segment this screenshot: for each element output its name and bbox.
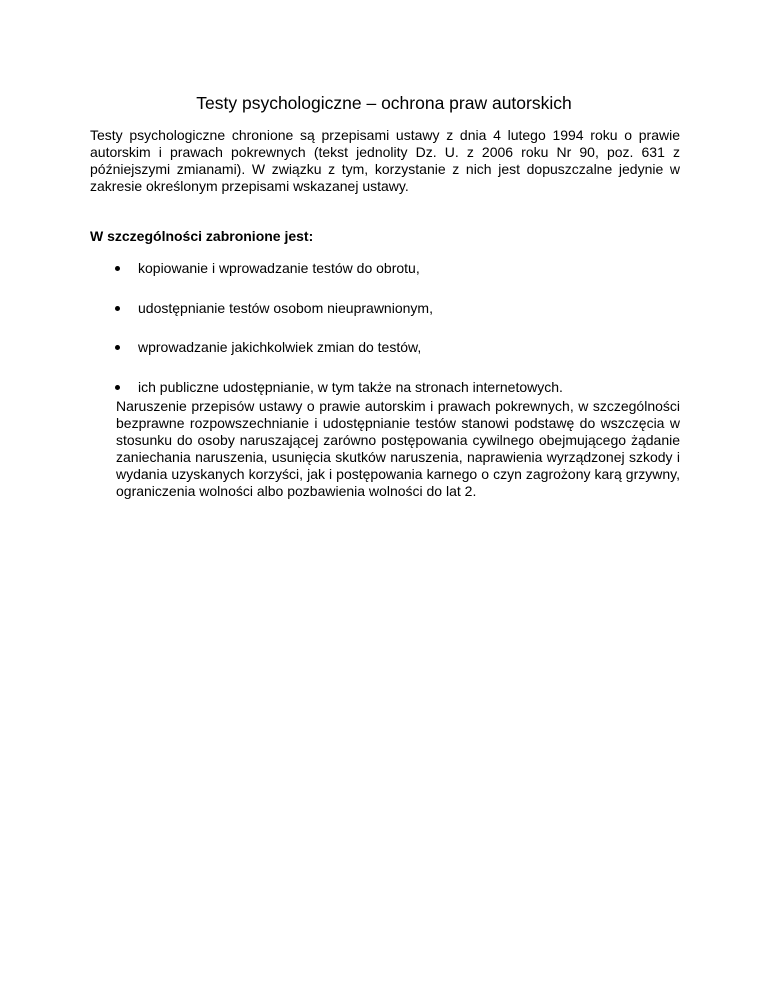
prohibitions-heading: W szczególności zabronione jest: [90,228,314,244]
bullet-icon [115,266,120,271]
list-item-text: ich publiczne udostępnianie, w tym także na stronach internetowych. [138,379,563,396]
intro-paragraph: Testy psychologiczne chronione są przepisami ustawy z dnia 4 lutego 1994 roku o prawie autorskim i prawach pokrewnych (tekst jednolity Dz. U. z 2006 roku Nr 90, poz. 631 z późniejszymi zmianami). W związku z tym, korzystanie z nich jest dopuszczalne jedynie w zakresie określonym przepisami wskazanej ustawy. [90,127,680,195]
list-item [90,300,690,317]
list-item-text: wprowadzanie jakichkolwiek zmian do testów, [138,339,422,356]
list-item-text: udostępnianie testów osobom nieuprawnionym, [138,299,433,316]
document-title: Testy psychologiczne – ochrona praw autorskich [196,93,572,113]
bullet-icon [115,306,120,311]
prohibitions-list [90,260,690,419]
bullet-icon [115,345,120,350]
list-item [90,379,690,396]
closing-paragraph: Naruszenie przepisów ustawy o prawie autorskim i prawach pokrewnych, w szczególności bezprawne rozpowszechnianie i udostępnianie testów stanowi podstawę do wszczęcia w stosunku do osoby naruszającej zarówno postępowania cywilnego obejmującego żądanie zaniechania naruszenia, usunięcia skutków naruszenia, naprawienia wyrządzonej szkody i wydania uzyskanych korzyści, jak i postępowania karnego o czyn zagrożony karą grzywny, ograniczenia wolności albo pozbawienia wolności do lat 2. [116,398,680,500]
bullet-icon [115,385,120,390]
list-item [90,260,690,277]
list-item-text: kopiowanie i wprowadzanie testów do obrotu, [138,260,420,276]
list-item [90,339,690,356]
